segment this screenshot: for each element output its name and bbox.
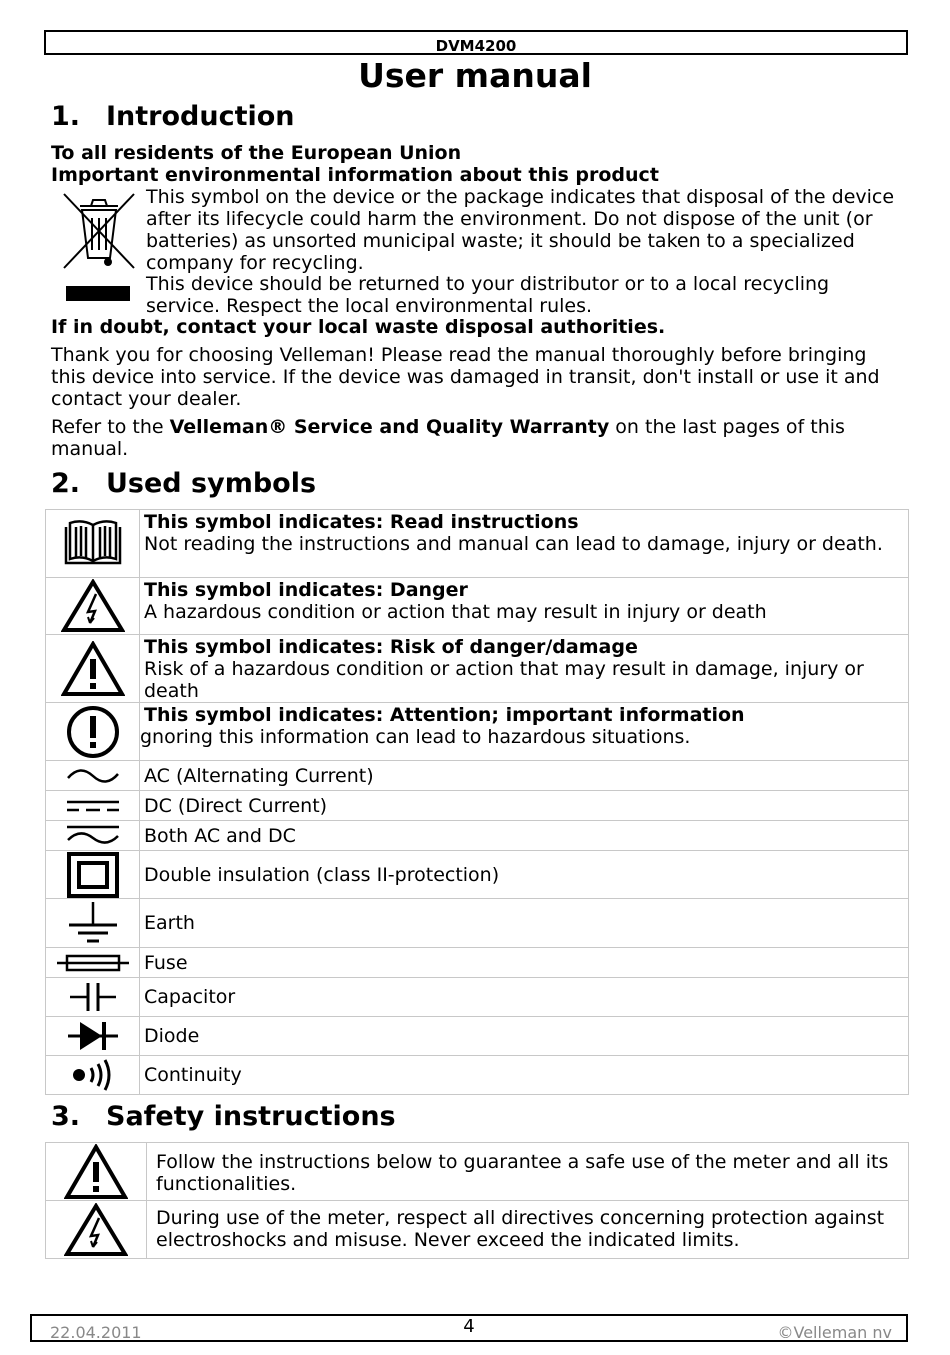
doubt-notice: If in doubt, contact your local waste disposal authorities. [51,316,666,338]
table-row: Earth [46,899,909,948]
lightning-triangle-icon [46,578,140,635]
eu-residents-heading: To all residents of the European Union [51,142,462,164]
refer-paragraph: Refer to the Velleman® Service and Quality Warranty on the last pages of this manual. [51,416,845,460]
table-row: Diode [46,1017,909,1056]
table-row: This symbol indicates: Read instructions Not reading the instructions and manual can lead to damage, injury or death. [46,510,909,578]
fuse-icon [46,948,140,978]
thanks-paragraph: Thank you for choosing Velleman! Please read the manual thoroughly before bringing this device into service. If the device was damaged in transit, don't install or use it and contact your dealer. [51,344,880,410]
section-heading-used-symbols: 2. Used symbols [51,468,317,499]
table-row: Continuity [46,1056,909,1095]
table-row: This symbol indicates: Attention; important information gnoring this information can lead to hazardous situations. [46,703,909,761]
continuity-icon [46,1056,140,1095]
page-number: 4 [463,1316,475,1337]
footer-copyright: ©Velleman nv [777,1323,892,1342]
table-row: Capacitor [46,978,909,1017]
weee-paragraph-1: This symbol on the device or the package indicates that disposal of the device after its lifecycle could harm the environment. Do not dispose of the unit (or batteries) as unsorted municipal waste; it should be taken to a specialized company for recycling. [146,186,895,274]
exclamation-circle-icon [46,703,140,761]
footer-date: 22.04.2011 [50,1323,142,1342]
table-row: This symbol indicates: Risk of danger/damage Risk of a hazardous condition or action that may result in damage, injury or death [46,635,909,703]
dc-icon [46,791,140,821]
table-row: Double insulation (class II-protection) [46,851,909,899]
page-header [44,30,908,55]
table-row: During use of the meter, respect all directives concerning protection against electroshocks and misuse. Never exceed the indicated limits. [46,1201,909,1259]
table-row: DC (Direct Current) [46,791,909,821]
exclamation-triangle-icon [46,1143,147,1201]
table-row: Follow the instructions below to guarantee a safe use of the meter and all its functionalities. [46,1143,909,1201]
capacitor-icon [46,978,140,1017]
page-title: User manual [358,56,592,95]
ac-dc-icon [46,821,140,851]
diode-icon [46,1017,140,1056]
lightning-triangle-icon [46,1201,147,1259]
table-row: Fuse [46,948,909,978]
earth-icon [46,899,140,948]
table-row: This symbol indicates: Danger A hazardous condition or action that may result in injury or death [46,578,909,635]
weee-bar-icon [66,286,130,301]
model-name: DVM4200 [435,37,517,55]
weee-paragraph-2: This device should be returned to your distributor or to a local recycling service. Respect the local environmental rules. [146,273,830,317]
table-row: Both AC and DC [46,821,909,851]
table-row: AC (Alternating Current) [46,761,909,791]
safety-table [45,1142,909,1259]
crossed-bin-icon [58,188,140,272]
section-heading-introduction: 1. Introduction [51,101,295,132]
exclamation-triangle-icon [46,635,140,703]
page-footer [30,1314,908,1342]
section-heading-safety-instructions: 3. Safety instructions [51,1101,396,1132]
environmental-info-heading: Important environmental information about this product [51,164,659,186]
ac-icon [46,761,140,791]
book-icon [46,510,140,578]
symbols-table [45,509,909,1095]
double-insulation-icon [46,851,140,899]
